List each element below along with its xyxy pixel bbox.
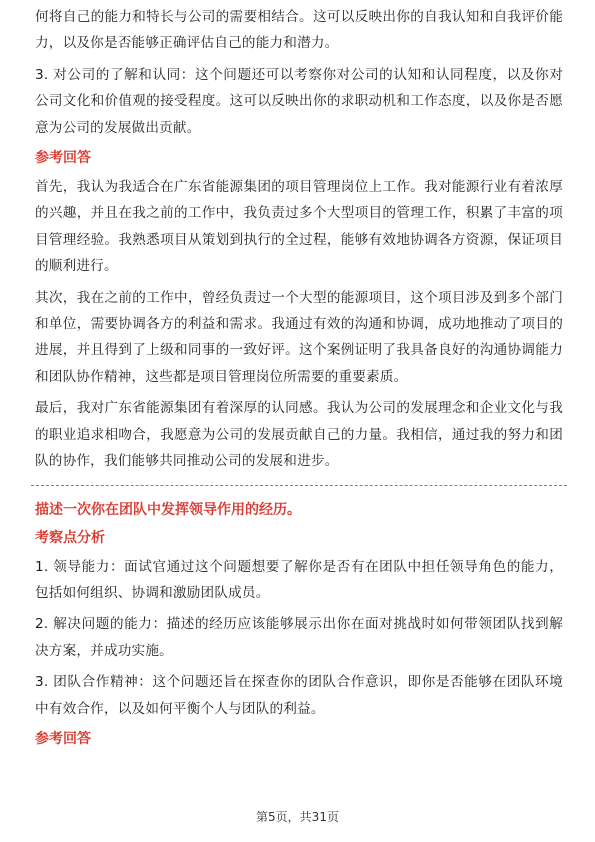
document-body <box>35 4 563 755</box>
paragraph-answer-first: 首先，我认为我适合在广东省能源集团的项目管理岗位上工作。我对能源行业有着浓厚的兴趣，并且在我之前的工作中，我负责过多个大型项目的管理工作，积累了丰富的项目管理经验。我熟悉项目从策划到执行的全过程，能够有效地协调各方资源，保证项目的顺利进行。 <box>35 179 563 275</box>
section-heading-reference-answer-2: 参考回答 <box>35 730 91 747</box>
page-number: 第5页，共31页 <box>256 810 339 824</box>
section-heading-reference-answer: 参考回答 <box>35 150 91 167</box>
section-divider <box>31 485 567 486</box>
paragraph-point-3-teamwork: 3. 团队合作精神：这个问题还旨在探查你的团队合作意识，即你是否能够在团队环境中有效合作，以及如何平衡个人与团队的利益。 <box>35 674 563 717</box>
paragraph-point-3-company: 3. 对公司的了解和认同：这个问题还可以考察你对公司的认知和认同程度，以及你对公司文化和价值观的接受程度。这可以反映出你的求职动机和工作态度，以及你是否愿意为公司的发展做出贡献。 <box>35 66 563 136</box>
section-heading-analysis: 考察点分析 <box>35 529 105 546</box>
paragraph-intro-continued: 何将自己的能力和特长与公司的需要相结合。这可以反映出你的自我认知和自我评价能力，以及你是否能够正确评估自己的能力和潜力。 <box>35 9 563 52</box>
paragraph-answer-second: 其次，我在之前的工作中，曾经负责过一个大型的能源项目，这个项目涉及到多个部门和单位，需要协调各方的利益和需求。我通过有效的沟通和协调，成功地推动了项目的进展，并且得到了上级和同事的一致好评。这个案例证明了我具备良好的沟通协调能力和团队协作精神，这些都是项目管理岗位所需要的重要素质。 <box>35 289 563 385</box>
paragraph-point-2-problem-solving: 2. 解决问题的能力：描述的经历应该能够展示出你在面对挑战时如何带领团队找到解决方案，并成功实施。 <box>35 616 563 659</box>
question-title: 描述一次你在团队中发挥领导作用的经历。 <box>35 501 301 518</box>
paragraph-point-1-leadership: 1. 领导能力：面试官通过这个问题想要了解你是否有在团队中担任领导角色的能力，包括如何组织、协调和激励团队成员。 <box>35 558 563 601</box>
paragraph-answer-last: 最后，我对广东省能源集团有着深厚的认同感。我认为公司的发展理念和企业文化与我的职业追求相吻合，我愿意为公司的发展贡献自己的力量。我相信，通过我的努力和团队的协作，我们能够共同推动公司的发展和进步。 <box>35 400 563 470</box>
